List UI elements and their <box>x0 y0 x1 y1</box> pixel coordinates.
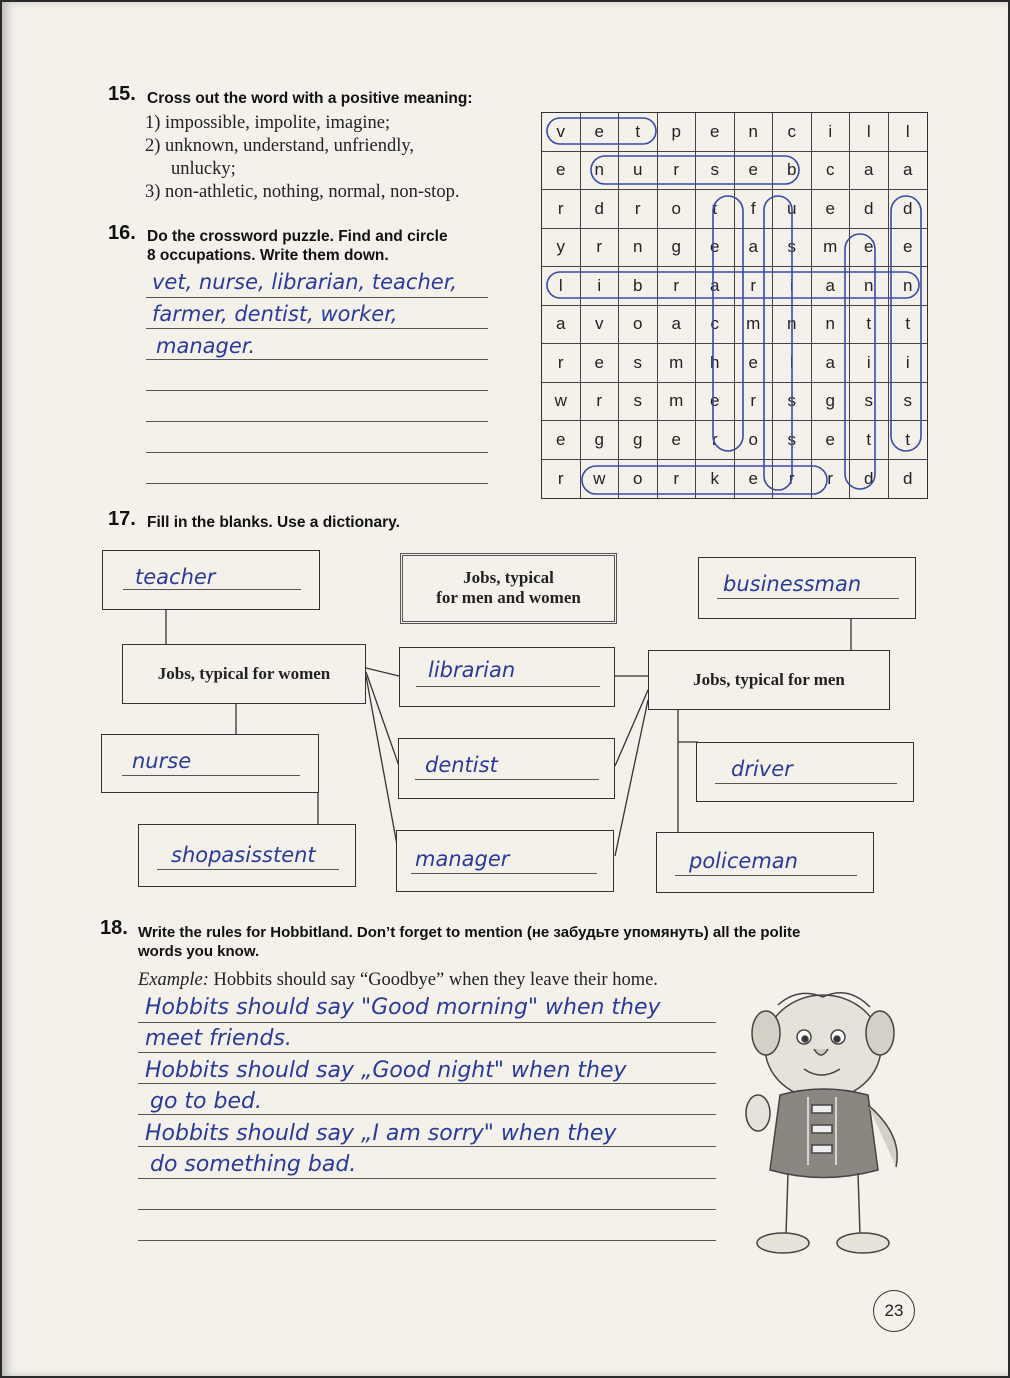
answer-box-mid-3 <box>396 830 614 892</box>
grid-cell: s <box>773 229 812 268</box>
word-search-grid <box>541 112 928 499</box>
grid-cell: d <box>850 190 889 229</box>
grid-cell: a <box>696 267 735 306</box>
center-label-box <box>400 553 617 624</box>
example-text: Hobbits should say “Goodbye” when they leave their home. <box>213 970 658 990</box>
exercise-15-number: 15. <box>108 83 136 105</box>
grid-cell: r <box>773 460 812 499</box>
grid-cell: a <box>889 152 928 191</box>
grid-cell: r <box>581 383 620 422</box>
grid-cell: r <box>542 460 581 499</box>
list-item: 1) impossible, impolite, imagine; <box>145 113 391 133</box>
grid-cell: s <box>773 383 812 422</box>
exercise-17-title: Fill in the blanks. Use a dictionary. <box>147 514 400 531</box>
rule-line-3: Hobbits should say „Good night" when they <box>145 1058 627 1083</box>
grid-cell: f <box>735 190 774 229</box>
rule-line-4: go to bed. <box>150 1089 262 1114</box>
answer-box-mid-2 <box>398 738 615 799</box>
writing-line <box>138 1146 716 1147</box>
answer-line-1: vet, nurse, librarian, teacher, <box>152 270 458 294</box>
answer-box-top-right <box>698 557 916 619</box>
grid-cell: v <box>581 306 620 345</box>
hobbit-illustration <box>728 985 918 1260</box>
grid-cell: d <box>850 460 889 499</box>
grid-cell: l <box>542 267 581 306</box>
writing-line <box>138 1178 716 1179</box>
grid-cell: t <box>696 190 735 229</box>
exercise-17-number: 17. <box>108 508 136 530</box>
grid-cell: c <box>696 306 735 345</box>
answer-dentist: dentist <box>425 753 498 777</box>
exercise-15-title: Cross out the word with a positive meaning: <box>147 90 473 107</box>
grid-cell: b <box>773 152 812 191</box>
grid-cell: m <box>658 344 697 383</box>
answer-shop-assistant: shopasisstent <box>171 843 316 867</box>
answer-box-men-1 <box>696 742 914 802</box>
grid-cell: a <box>735 229 774 268</box>
writing-line <box>138 1083 716 1084</box>
grid-cell: a <box>850 152 889 191</box>
grid-cell: r <box>658 460 697 499</box>
grid-cell: i <box>581 267 620 306</box>
grid-cell: e <box>735 152 774 191</box>
grid-cell: r <box>542 190 581 229</box>
grid-cell: a <box>812 267 851 306</box>
grid-cell: i <box>889 344 928 383</box>
grid-cell: k <box>696 460 735 499</box>
grid-cell: r <box>658 152 697 191</box>
grid-cell: s <box>850 383 889 422</box>
grid-cell: e <box>542 421 581 460</box>
grid-cell: e <box>812 190 851 229</box>
grid-cell: l <box>850 113 889 152</box>
writing-line <box>146 483 488 484</box>
writing-line <box>146 421 488 422</box>
grid-cell: m <box>812 229 851 268</box>
grid-cell: p <box>658 113 697 152</box>
grid-cell: v <box>542 113 581 152</box>
grid-cell: e <box>696 383 735 422</box>
grid-cell: d <box>581 190 620 229</box>
grid-cell: r <box>619 190 658 229</box>
grid-cell: e <box>735 460 774 499</box>
grid-cell: n <box>812 306 851 345</box>
answer-box-men-2 <box>656 832 874 893</box>
grid-cell: m <box>658 383 697 422</box>
rule-line-1: Hobbits should say "Good morning" when they <box>145 995 661 1020</box>
grid-cell: s <box>773 421 812 460</box>
writing-line <box>138 1114 716 1115</box>
men-label: Jobs, typical for men <box>693 670 845 689</box>
writing-line <box>138 1240 716 1241</box>
grid-cell: r <box>735 267 774 306</box>
exercise-18-example <box>138 970 658 991</box>
grid-cell: r <box>581 229 620 268</box>
grid-cell: n <box>889 267 928 306</box>
grid-cell: d <box>889 190 928 229</box>
grid-cell: u <box>619 152 658 191</box>
grid-cell: a <box>542 306 581 345</box>
exercise-18-title-line1: Write the rules for Hobbitland. Don’t forget to mention (не забудьте упомянуть) all the polite <box>138 924 801 941</box>
writing-line <box>146 452 488 453</box>
grid-cell: c <box>773 113 812 152</box>
grid-cell: t <box>619 113 658 152</box>
grid-cell: t <box>850 306 889 345</box>
grid-cell: i <box>812 113 851 152</box>
answer-teacher: teacher <box>135 565 216 589</box>
grid-cell: g <box>812 383 851 422</box>
rule-line-5: Hobbits should say „I am sorry" when they <box>145 1121 617 1146</box>
grid-cell: b <box>619 267 658 306</box>
grid-cell: l <box>889 113 928 152</box>
grid-cell: h <box>696 344 735 383</box>
grid-cell: t <box>850 421 889 460</box>
grid-cell: n <box>735 113 774 152</box>
men-category-box <box>648 650 890 710</box>
grid-cell: i <box>850 344 889 383</box>
grid-cell: e <box>581 344 620 383</box>
answer-businessman: businessman <box>723 572 862 596</box>
grid-cell: o <box>619 306 658 345</box>
center-label-line2: for men and women <box>436 588 581 607</box>
grid-cell: o <box>735 421 774 460</box>
grid-cell: r <box>696 421 735 460</box>
answer-nurse: nurse <box>132 749 192 773</box>
grid-cell: e <box>581 113 620 152</box>
grid-cell: l <box>773 344 812 383</box>
grid-cell: a <box>812 344 851 383</box>
center-label-line1: Jobs, typical <box>463 568 554 587</box>
grid-cell: e <box>889 229 928 268</box>
grid-cell: g <box>619 421 658 460</box>
page-number: 23 <box>873 1290 915 1332</box>
exercise-16-number: 16. <box>108 222 136 244</box>
grid-cell: n <box>581 152 620 191</box>
grid-cell: r <box>658 267 697 306</box>
grid-cell: r <box>812 460 851 499</box>
grid-cell: u <box>773 190 812 229</box>
exercise-18-number: 18. <box>100 917 128 939</box>
answer-box-women-1 <box>101 734 319 793</box>
example-label: Example: <box>138 970 209 990</box>
grid-cell: t <box>889 421 928 460</box>
grid-cell: t <box>889 306 928 345</box>
answer-box-mid-1 <box>399 647 615 707</box>
list-item: 2) unknown, understand, unfriendly, <box>145 136 415 156</box>
grid-cell: s <box>696 152 735 191</box>
grid-cell: c <box>812 152 851 191</box>
grid-cell: i <box>773 267 812 306</box>
grid-cell: e <box>658 421 697 460</box>
grid-cell: r <box>735 383 774 422</box>
grid-cell: o <box>619 460 658 499</box>
grid-cell: e <box>850 229 889 268</box>
writing-line <box>146 359 488 360</box>
answer-line-3: manager. <box>156 334 256 358</box>
exercise-18-title-line2: words you know. <box>138 943 260 960</box>
answer-librarian: librarian <box>428 658 516 682</box>
exercise-15-list <box>145 112 459 204</box>
women-category-box <box>122 644 366 704</box>
rule-line-6: do something bad. <box>150 1152 357 1177</box>
grid-cell: w <box>581 460 620 499</box>
answer-box-top-left <box>102 550 320 610</box>
exercise-16-title-line2: 8 occupations. Write them down. <box>147 247 389 264</box>
grid-cell: a <box>658 306 697 345</box>
answer-policeman: policeman <box>689 849 798 873</box>
grid-cell: g <box>581 421 620 460</box>
grid-cell: y <box>542 229 581 268</box>
grid-cell: m <box>735 306 774 345</box>
grid-cell: r <box>542 344 581 383</box>
writing-line <box>138 1022 716 1023</box>
answer-manager: manager <box>415 847 510 871</box>
grid-cell: s <box>889 383 928 422</box>
grid-cell: s <box>619 383 658 422</box>
grid-cell: n <box>773 306 812 345</box>
grid-cell: g <box>658 229 697 268</box>
exercise-16-title-line1: Do the crossword puzzle. Find and circle <box>147 228 448 245</box>
writing-line <box>138 1209 716 1210</box>
writing-line <box>146 297 488 298</box>
grid-cell: d <box>903 468 913 488</box>
grid-cell: s <box>619 344 658 383</box>
grid-cell: e <box>812 421 851 460</box>
grid-cell: e <box>696 229 735 268</box>
grid-cell: o <box>658 190 697 229</box>
grid-cell: e <box>542 152 581 191</box>
grid-cell: n <box>619 229 658 268</box>
rule-line-2: meet friends. <box>145 1026 292 1051</box>
answer-driver: driver <box>731 757 793 781</box>
list-item: 3) non-athletic, nothing, normal, non-stop. <box>145 182 460 202</box>
writing-line <box>146 328 488 329</box>
women-label: Jobs, typical for women <box>157 664 331 683</box>
grid-cell: n <box>850 267 889 306</box>
writing-line <box>146 390 488 391</box>
answer-line-2: farmer, dentist, worker, <box>152 302 398 326</box>
grid-cell: w <box>542 383 581 422</box>
list-item: unlucky; <box>171 159 236 179</box>
grid-cell: e <box>735 344 774 383</box>
answer-box-women-2 <box>138 824 356 887</box>
grid-cell: e <box>696 113 735 152</box>
writing-line <box>138 1052 716 1053</box>
